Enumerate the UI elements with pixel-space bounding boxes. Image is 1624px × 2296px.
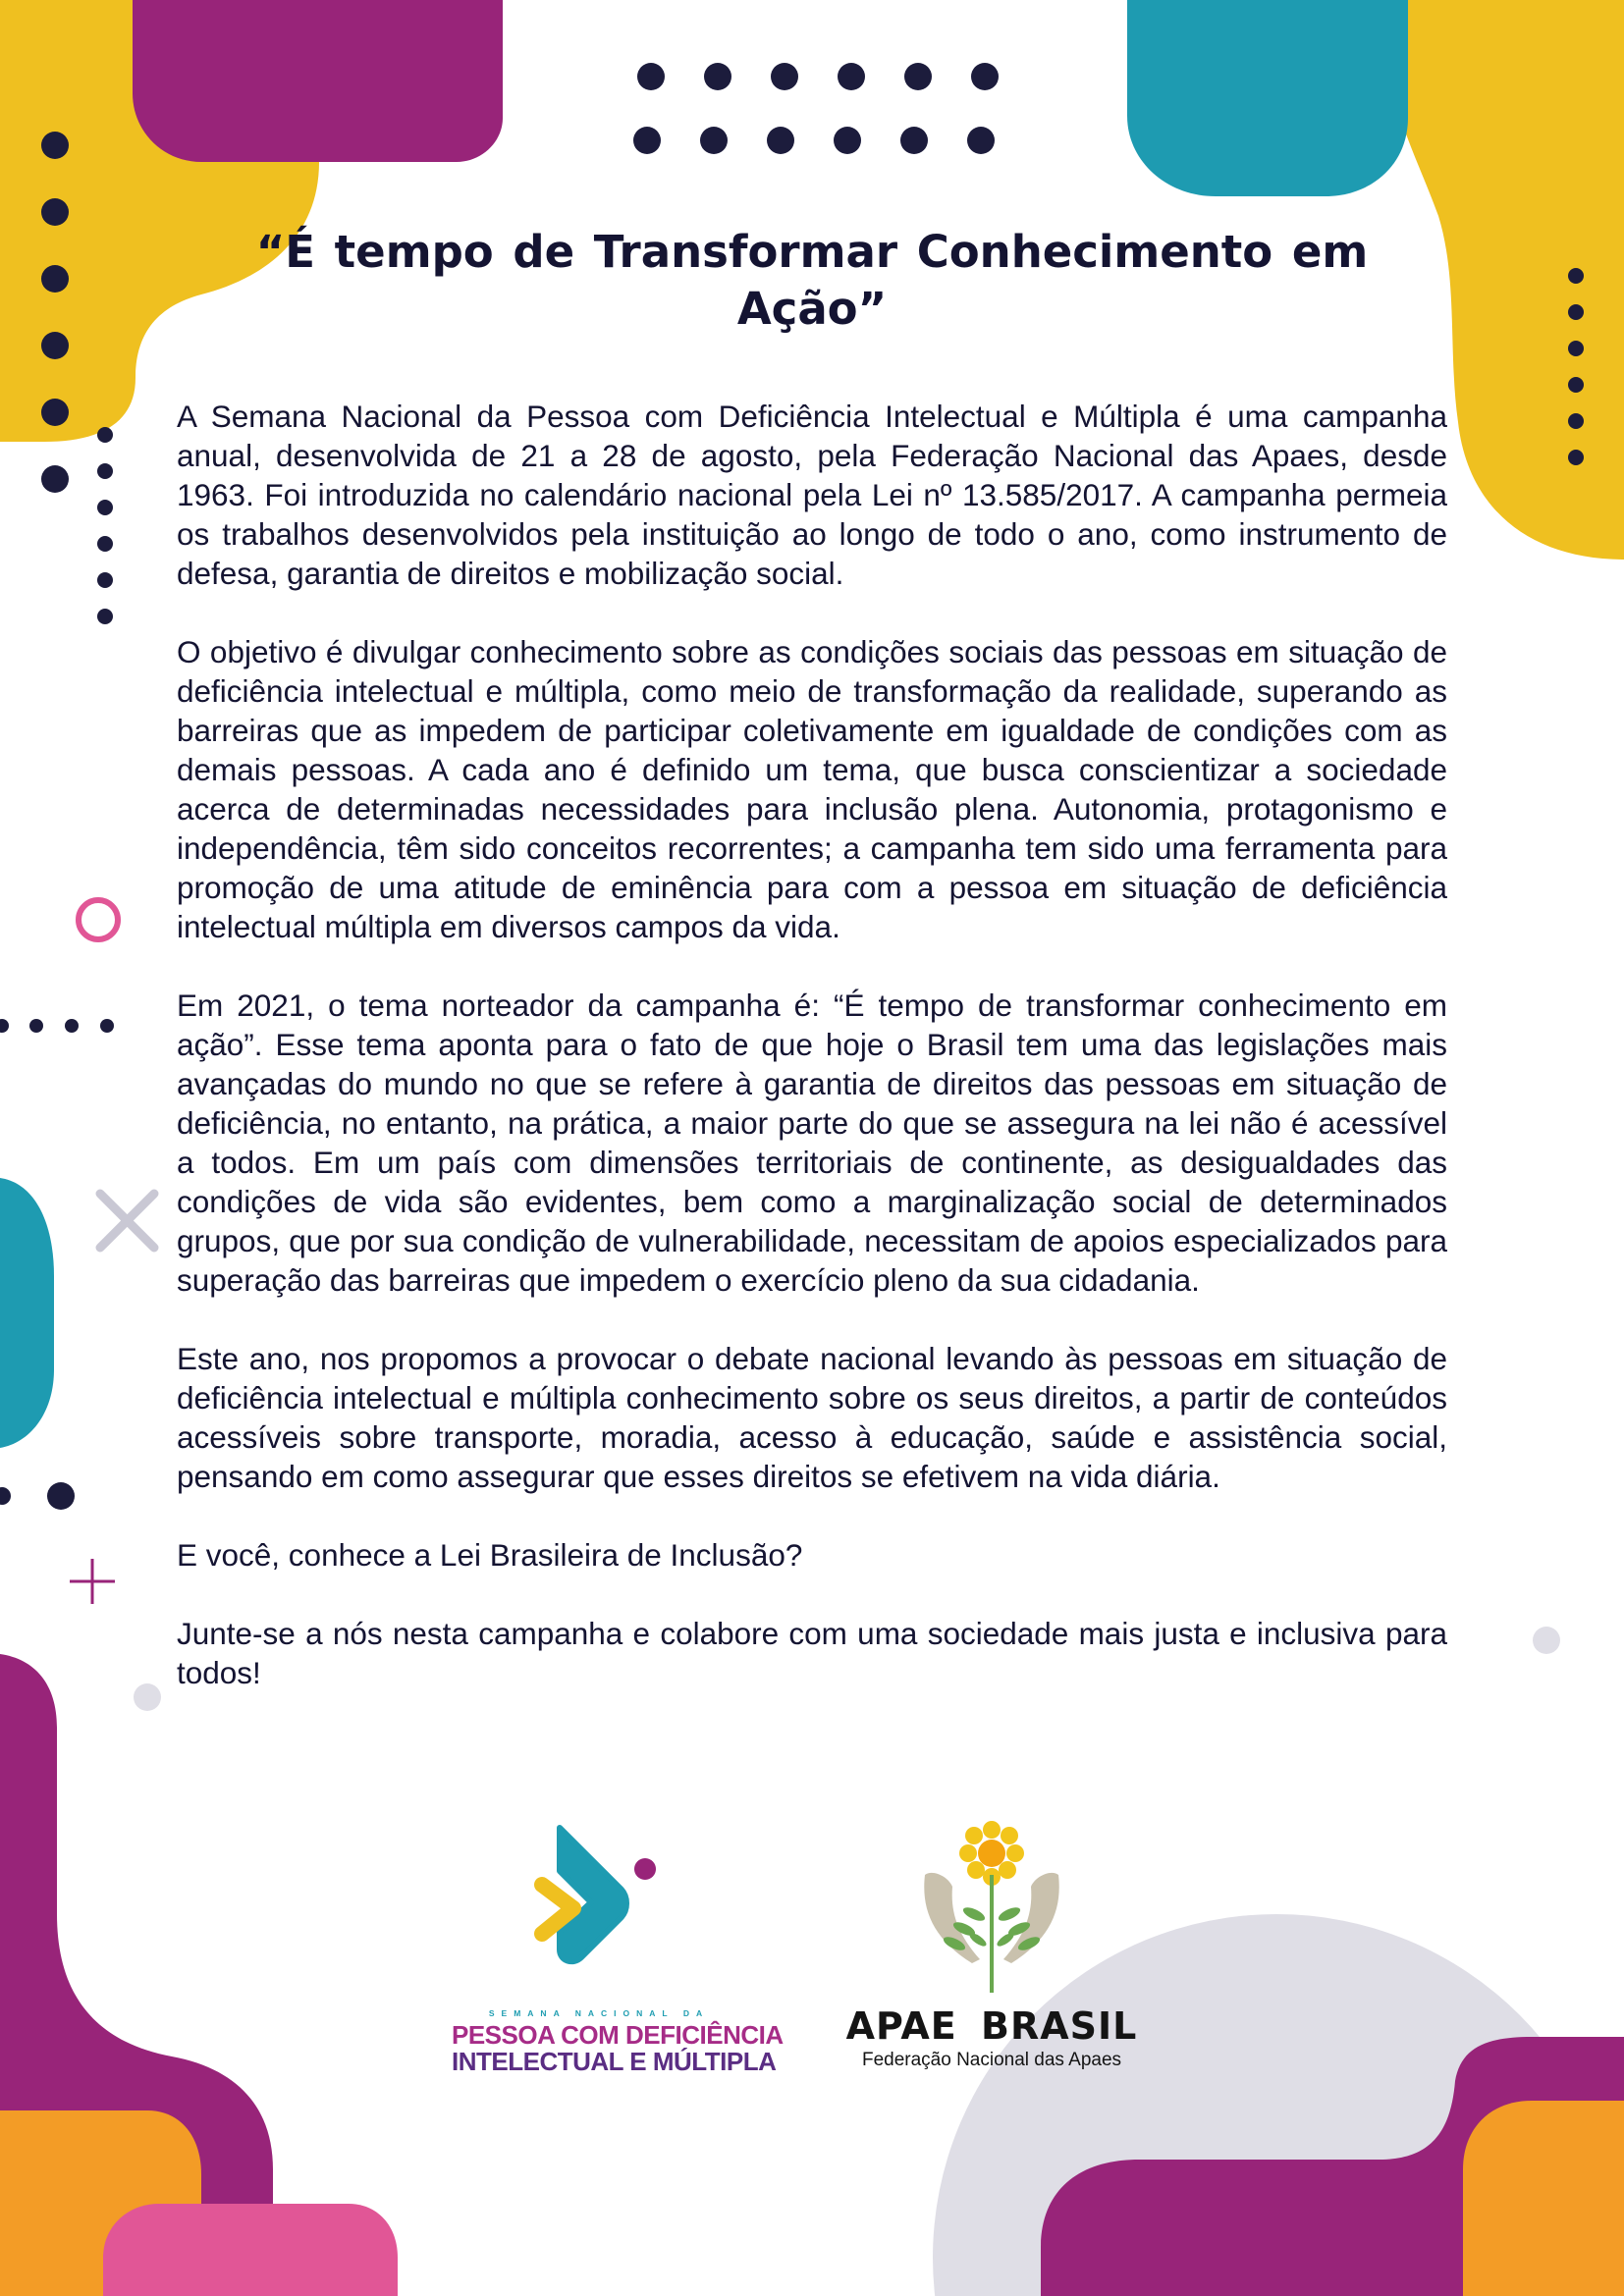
gray-dot-left [134, 1683, 161, 1711]
footer-logos [452, 1816, 1139, 2081]
paragraph-4: Este ano, nos propomos a provocar o debate nacional levando às pessoas em situação de deficiência intelectual e múltipla conhecimento sobre os seus direitos, a partir de conteúdos acessíveis sobre transporte, moradia, acesso à educação, saúde e assistência social, pensando em como assegurar que esses direitos se efetivem na vida diária. [177, 1341, 1447, 1494]
navy-dot-left-a [0, 1487, 11, 1505]
paragraph-5: E você, conhece a Lei Brasileira de Inclusão? [177, 1537, 803, 1573]
apae-logo [839, 1816, 1144, 2081]
apae-logo-name: APAE BRASIL [845, 2004, 1138, 2048]
gray-dot-right [1533, 1627, 1560, 1654]
apae-logo-subtitle: Federação Nacional das Apaes [861, 2050, 1122, 2070]
pink-ring-left [79, 900, 118, 939]
sunflower-hands-logo-icon [903, 1816, 1080, 2002]
pink-shape-bottom-left [103, 2204, 398, 2296]
navy-dots-row-left [0, 1019, 114, 1033]
chevron-arrows-logo-icon [530, 1816, 677, 2002]
teal-shape-top-right [1127, 0, 1408, 196]
navy-dots-top [633, 63, 999, 154]
paragraph-1: A Semana Nacional da Pessoa com Deficiência Intelectual e Múltipla é uma campanha anual, desenvolvida de 21 a 28 de agosto, pela Federação Nacional das Apaes, desde 1963. Foi introduzida no calendário nacional pela Lei nº 13.585/2017. A campanha permeia os trabalhos desenvolvidos pela instituição ao longo de todo o ano, como instrumento de defesa, garantia de direitos e mobilização social. [177, 399, 1447, 591]
paragraph-6: Junte-se a nós nesta campanha e colabore com uma sociedade mais justa e inclusiva para todos! [177, 1616, 1447, 1690]
teal-shape-left [0, 1178, 54, 1448]
campaign-logo [452, 1816, 784, 2081]
page-title: “É tempo de Transformar Conhecimento em Ação” [255, 226, 1369, 335]
campaign-logo-line-1: PESSOA COM DEFICIÊNCIA [452, 2020, 784, 2050]
gray-x-mark [100, 1194, 154, 1248]
purple-shape-top-left [133, 0, 503, 162]
paragraph-3: Em 2021, o tema norteador da campanha é: “É tempo de transformar conhecimento em ação”. Esse tema aponta para o fato de que hoje o Brasil tem uma das legislações mais avançadas do mundo no que se refere à garantia de direitos das pessoas em situação de deficiência, no entanto, na prática, a maior parte do que se assegura na lei não é acessível a todos. Em um país com dimensões territoriais de continente, as desigualdades das condições de vida são evidentes, bem como a marginalização social de determinados grupos, que por sua condição de vulnerabilidade, necessitam de apoios especializados para superação das barreiras que impedem o exercício pleno da sua cidadania. [177, 988, 1447, 1298]
purple-plus-mark [70, 1559, 115, 1604]
campaign-logo-line-2: INTELECTUAL E MÚLTIPLA [452, 2047, 777, 2076]
navy-dot-left-b [47, 1482, 75, 1510]
body-text [177, 397, 1447, 1732]
orange-shape-bottom-right [1463, 2101, 1624, 2296]
campaign-logo-small-caps: SEMANA NACIONAL DA [488, 2008, 710, 2018]
paragraph-2: O objetivo é divulgar conhecimento sobre as condições sociais das pessoas em situação de deficiência intelectual e múltipla, como meio de transformação da realidade, superando as barreiras que as impedem de participar coletivamente em igualdade de condições com as demais pessoas. A cada ano é definido um tema, que busca conscientizar a sociedade acerca de determinadas necessidades para inclusão plena. Autonomia, protagonismo e independência, têm sido conceitos recorrentes; a campanha tem sido uma ferramenta para promoção de uma atitude de eminência para com a pessoa em situação de deficiência intelectual múltipla em diversos campos da vida. [177, 634, 1447, 944]
